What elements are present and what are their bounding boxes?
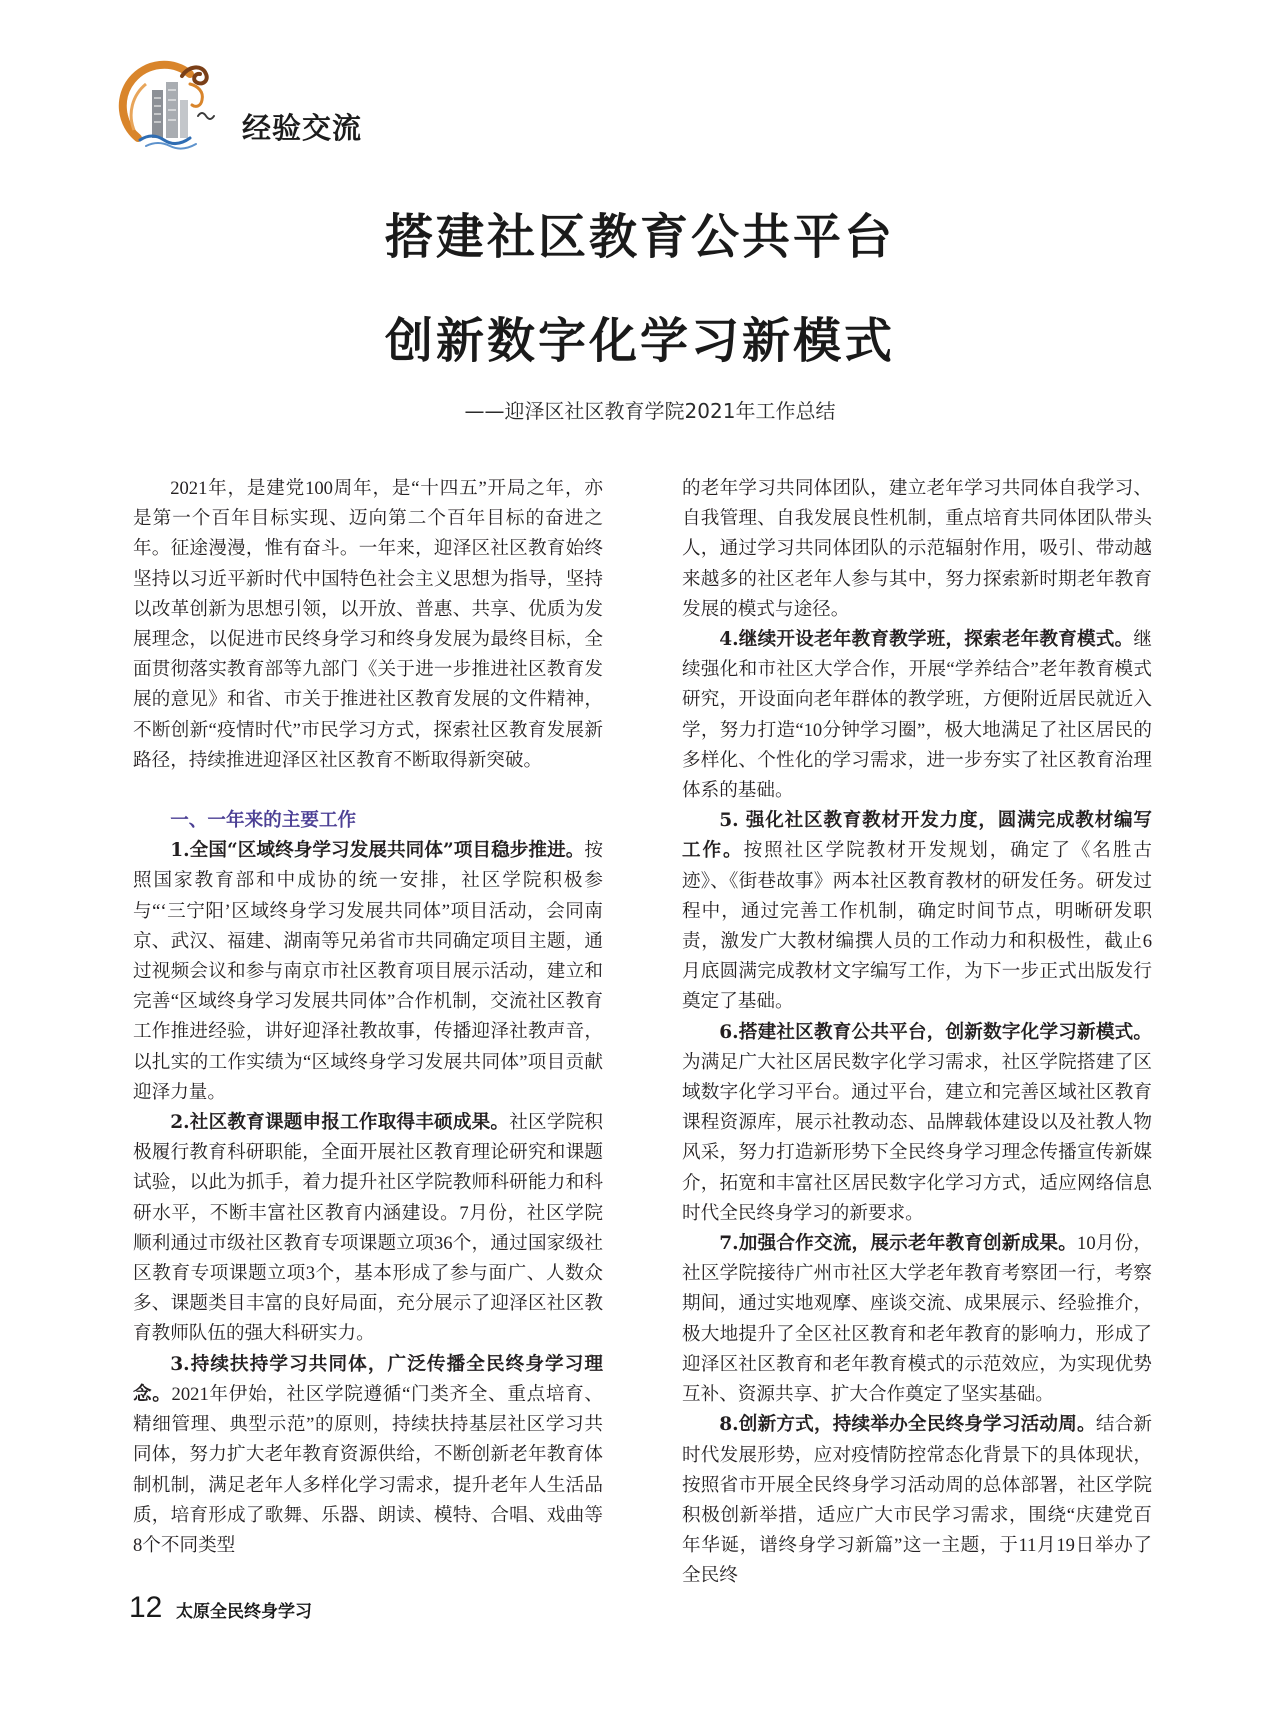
section-heading: 一、一年来的主要工作: [170, 810, 357, 832]
item-body: 继续强化和市社区大学合作，开展“学养结合”老年教育模式研究，开设面向老年群体的教学班，方便附近居民就近入学，努力打造“10分钟学习圈”，极大地满足了社区居民的多样化、个性化的学习需求，进一步夯实了社区教育治理体系的基础。: [682, 629, 1152, 802]
article-subtitle: ——迎泽区社区教育学院2021年工作总结: [464, 399, 836, 423]
item-lead: 4.继续开设老年教育教学班，探索老年教育模式。: [719, 629, 1134, 651]
item-body: 为满足广大社区居民数字化学习需求，社区学院搭建了区域数字化学习平台。通过平台，建立和完善区域社区教育课程资源库，展示社教动态、品牌载体建设以及社教人物风采，努力打造新形势下全民终身学习理念传播宣传新媒介，拓宽和丰富社区居民数字化学习方式，适应网络信息时代全民终身学习的新要求。: [682, 1051, 1152, 1224]
item-body: 结合新时代发展形势，应对疫情防控常态化背景下的具体现状，按照省市开展全民终身学习活动周的总体部署，社区学院积极创新举措，适应广大市民学习需求，围绕“庆建党百年华诞，谱终身学习新篇”这一主题，于11月19日举办了全民终: [682, 1414, 1152, 1587]
item-paragraph-5: [682, 806, 1152, 1017]
item-body: 10月份，社区学院接待广州市社区大学老年教育考察团一行，考察期间，通过实地观摩、座谈交流、成果展示、经验推介，极大地提升了全区社区教育和老年教育的影响力，形成了迎泽区社区教育和老年教育模式的示范效应，为实现优势互补、资源共享、扩大合作奠定了坚实基础。: [682, 1233, 1152, 1406]
item-lead: 8.创新方式，持续举办全民终身学习活动周。: [719, 1414, 1096, 1436]
item-lead: 5. 强化社区教育教材开发力度，圆满完成教材编写工作。: [682, 810, 1152, 862]
article-title-line-1: 搭建社区教育公共平台: [384, 209, 895, 265]
right-column: [682, 474, 1152, 1587]
page-number: 12: [129, 1591, 163, 1624]
item-lead: 7.加强合作交流，展示老年教育创新成果。: [719, 1233, 1078, 1255]
item-paragraph-6: [682, 1018, 1152, 1229]
item-paragraph-4: [682, 625, 1152, 806]
item-lead: 1.全国“区域终身学习发展共同体”项目稳步推进。: [170, 840, 585, 862]
item-lead: 3.持续扶持学习共同体，广泛传播全民终身学习理念。: [133, 1353, 603, 1405]
section-label: 经验交流: [242, 111, 363, 145]
intro-paragraph: 2021年，是建党100周年，是“十四五”开局之年，亦是第一个百年目标实现、迈向第二个百年目标的奋进之年。征途漫漫，惟有奋斗。一年来，迎泽区社区教育始终坚持以习近平新时代中国特色社会主义思想为指导，坚持以改革创新为思想引领，以开放、普惠、共享、优质为发展理念，以促进市民终身学习和终身发展为最终目标，全面贯彻落实教育部等九部门《关于进一步推进社区教育发展的意见》和省、市关于推进社区教育发展的文件精神，不断创新“疫情时代”市民学习方式，探索社区教育发展新路径，持续推进迎泽区社区教育不断取得新突破。: [133, 478, 603, 771]
article-title-line-2: 创新数字化学习新模式: [384, 313, 895, 369]
item-body: 社区学院积极履行教育科研职能，全面开展社区教育理论研究和课题试验，以此为抓手，着力提升社区学院教师科研能力和科研水平，不断丰富社区教育内涵建设。7月份，社区学院顺利通过市级社区教育专项课题立项36个，通过国家级社区教育专项课题立项3个，基本形成了参与面广、人数众多、课题类目丰富的良好局面，充分展示了迎泽区社区教育教师队伍的强大科研实力。: [133, 1112, 603, 1345]
item-body: 按照社区学院教材开发规划，确定了《名胜古迹》、《街巷故事》两本社区教育教材的研发任务。研发过程中，通过完善工作机制，确定时间节点，明晰研发职责，激发广大教材编撰人员的工作动力和积极性，截止6月底圆满完成教材文字编写工作，为下一步正式出版发行奠定了基础。: [682, 840, 1152, 1013]
item-body: 2021年伊始，社区学院遵循“门类齐全、重点培育、精细管理、典型示范”的原则，持续扶持基层社区学习共同体，努力扩大老年教育资源供给，不断创新老年教育体制机制，满足老年人多样化学习需求，提升老年人生活品质，培育形成了歌舞、乐器、朗读、模特、合唱、戏曲等8个不同类型: [133, 1383, 603, 1556]
community-education-logo-icon: [116, 60, 220, 154]
publication-name: 太原全民终身学习: [176, 1602, 312, 1622]
item-paragraph-2: [133, 1108, 603, 1350]
item-paragraph-7: [682, 1229, 1152, 1410]
item-paragraph-3: [133, 1350, 603, 1561]
item-lead: 6.搭建社区教育公共平台，创新数字化学习新模式。: [719, 1021, 1152, 1043]
item-paragraph-1: [133, 836, 603, 1108]
item-body: 按照国家教育部和中成协的统一安排，社区学院积极参与“‘三宁阳’区域终身学习发展共同体”项目活动，会同南京、武汉、福建、湖南等兄弟省市共同确定项目主题，通过视频会议和参与南京市社区教育项目展示活动，建立和完善“区域终身学习发展共同体”合作机制，交流社区教育工作推进经验，讲好迎泽社教故事，传播迎泽社教声音，以扎实的工作实绩为“区域终身学习发展共同体”项目贡献迎泽力量。: [133, 840, 603, 1103]
item-lead: 2.社区教育课题申报工作取得丰硕成果。: [170, 1112, 510, 1134]
item-paragraph-3-continued: 的老年学习共同体团队，建立老年学习共同体自我学习、自我管理、自我发展良性机制，重点培育共同体团队带头人，通过学习共同体团队的示范辐射作用，吸引、带动越来越多的社区老年人参与其中，努力探索新时期老年教育发展的模式与途径。: [682, 478, 1152, 620]
item-paragraph-8: [682, 1410, 1152, 1591]
left-column: [133, 474, 603, 1564]
